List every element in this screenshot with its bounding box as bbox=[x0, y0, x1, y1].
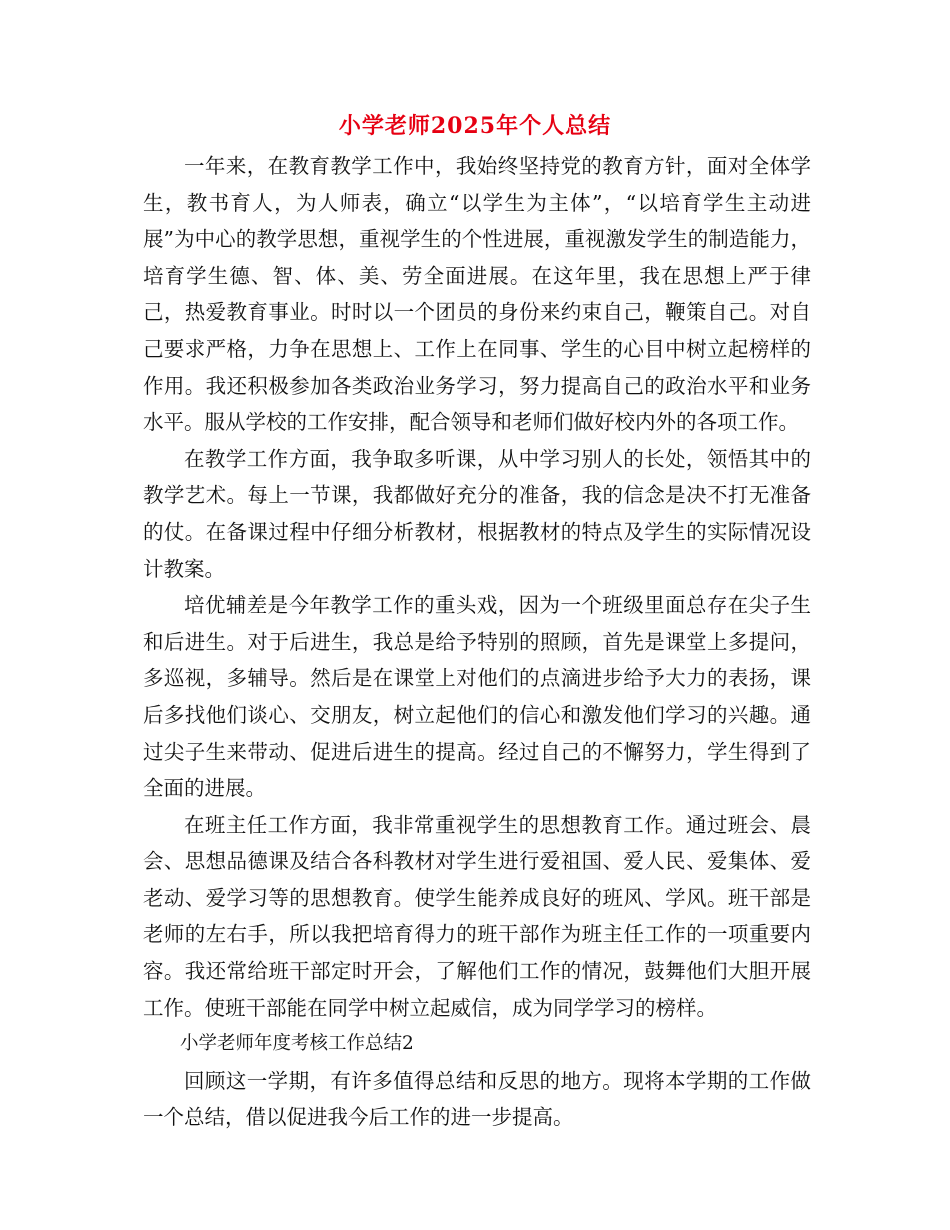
document-body bbox=[143, 148, 811, 1136]
paragraph-class-management: 在班主任工作方面，我非常重视学生的思想教育工作。通过班会、晨会、思想品德课及结合各科教材对学生进行爱祖国、爱人民、爱集体、爱老动、爱学习等的思想教育。使学生能养成良好的班风、学风。班干部是老师的左右手，所以我把培育得力的班干部作为班主任工作的一项重要内容。我还常给班干部定时开会，了解他们工作的情况，鼓舞他们大胆开展工作。使班干部能在同学中树立起威信，成为同学学习的榜样。 bbox=[143, 812, 811, 1020]
page-title: 小学老师2025年个人总结 bbox=[338, 113, 612, 139]
paragraph-closing: 回顾这一学期，有许多值得总结和反思的地方。现将本学期的工作做一个总结，借以促进我今后工作的进一步提高。 bbox=[143, 1068, 811, 1130]
section-subheading: 小学老师年度考核工作总结2 bbox=[180, 1033, 414, 1055]
paragraph-teaching: 在教学工作方面，我争取多听课，从中学习别人的长处，领悟其中的教学艺术。每上一节课，我都做好充分的准备，我的信念是决不打无准备的仗。在备课过程中仔细分析教材，根据教材的特点及学生的实际情况设计教案。 bbox=[143, 446, 811, 581]
paragraph-tutoring: 培优辅差是今年教学工作的重头戏，因为一个班级里面总存在尖子生和后进生。对于后进生，我总是给予特别的照顾，首先是课堂上多提问，多巡视，多辅导。然后是在课堂上对他们的点滴进步给予大力的表扬，课后多找他们谈心、交朋友，树立起他们的信心和激发他们学习的兴趣。通过尖子生来带动、促进后进生的提高。经过自己的不懈努力，学生得到了全面的进展。 bbox=[143, 593, 811, 801]
paragraph-intro: 一年来，在教育教学工作中，我始终坚持党的教育方针，面对全体学生，教书育人，为人师表，确立“以学生为主体”，“以培育学生主动进展”为中心的教学思想，重视学生的个性进展，重视激发学生的制造能力，培育学生德、智、体、美、劳全面进展。在这年里，我在思想上严于律己，热爱教育事业。时时以一个团员的身份来约束自己，鞭策自己。对自己要求严格，力争在思想上、工作上在同事、学生的心目中树立起榜样的作用。我还积极参加各类政治业务学习，努力提高自己的政治水平和业务水平。服从学校的工作安排，配合领导和老师们做好校内外的各项工作。 bbox=[143, 154, 811, 435]
